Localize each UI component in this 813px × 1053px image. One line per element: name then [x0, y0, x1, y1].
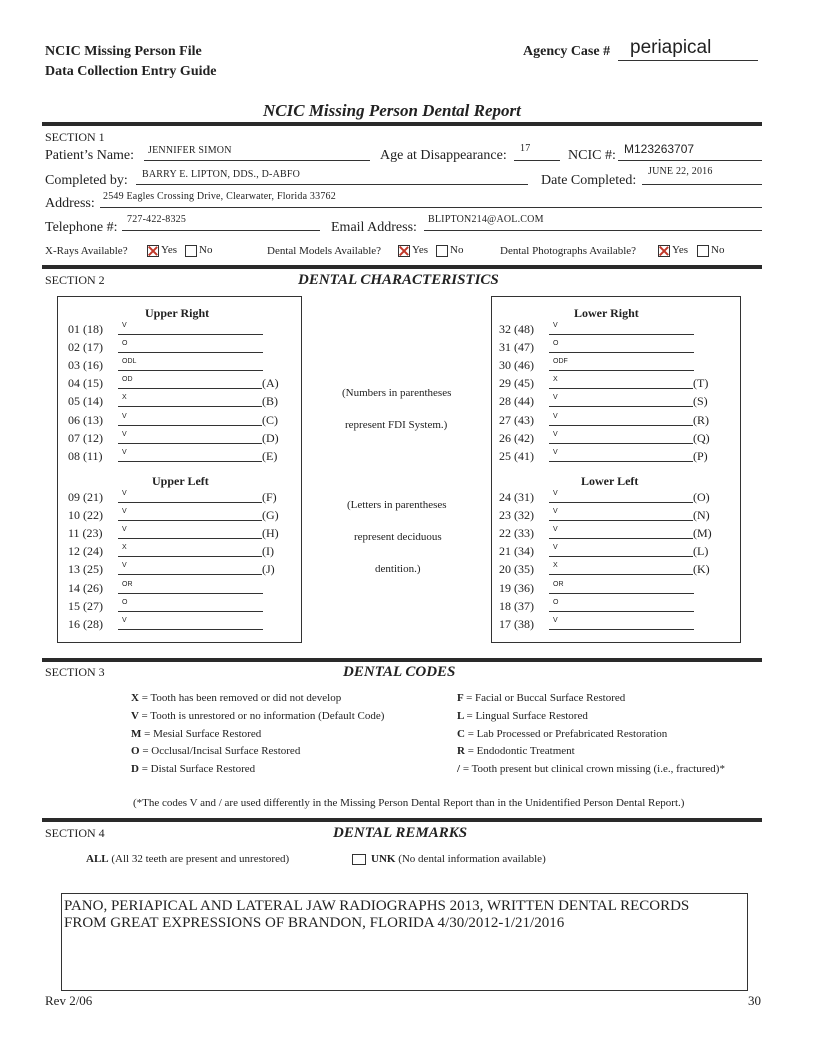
telephone-underline	[122, 230, 320, 231]
completed-by-underline	[136, 184, 528, 185]
date-completed-label: Date Completed:	[541, 173, 637, 188]
tooth-number: 04 (15)	[68, 376, 103, 391]
models-no-label: No	[450, 244, 464, 256]
tooth-number: 15 (27)	[68, 598, 103, 613]
tooth-code[interactable]: V	[553, 412, 558, 420]
tooth-row[interactable]	[68, 376, 288, 394]
tooth-number: 07 (12)	[68, 430, 103, 445]
section4-label: SECTION 4	[45, 826, 105, 840]
tooth-row[interactable]	[68, 431, 288, 449]
fdi-note-line1: (Numbers in parentheses	[342, 387, 452, 399]
deciduous-letter: (O)	[693, 490, 710, 504]
tooth-code[interactable]: V	[553, 394, 558, 402]
ncic-field[interactable]: M123263707	[624, 142, 695, 156]
section1-rule	[42, 122, 762, 126]
tooth-code[interactable]: X	[553, 376, 558, 384]
tooth-code-line	[118, 520, 262, 521]
deciduous-letter: (E)	[262, 448, 278, 463]
photos-no-checkbox[interactable]	[697, 245, 709, 257]
tooth-code-line	[118, 461, 262, 462]
tooth-code-line	[118, 611, 263, 612]
tooth-code[interactable]: OR	[553, 580, 564, 588]
deciduous-letter: (B)	[262, 394, 278, 409]
tooth-row[interactable]	[68, 617, 288, 635]
form-title-line2: Data Collection Entry Guide	[45, 64, 217, 79]
tooth-number: 26 (42)	[499, 430, 534, 445]
tooth-code[interactable]: O	[553, 340, 559, 348]
deciduous-letter: (M)	[693, 526, 712, 541]
tooth-code-line	[118, 334, 263, 335]
tooth-row[interactable]	[499, 413, 719, 431]
tooth-code[interactable]: X	[122, 544, 127, 552]
fdi-note-line2: represent FDI System.)	[345, 419, 448, 431]
dental-code-item: D = Distal Surface Restored	[131, 763, 256, 776]
deciduous-letter: (R)	[693, 412, 709, 427]
tooth-code-line	[118, 352, 263, 353]
dental-code-item: O = Occlusal/Incisal Surface Restored	[131, 745, 301, 758]
tooth-number: 19 (36)	[499, 580, 534, 595]
tooth-row[interactable]	[68, 526, 288, 544]
deciduous-letter: (K)	[693, 562, 710, 577]
tooth-code[interactable]: X	[553, 562, 558, 570]
dental-code-item: F = Facial or Buccal Surface Restored	[457, 692, 626, 704]
address-underline	[100, 207, 762, 208]
tooth-row[interactable]	[68, 562, 288, 580]
agency-case-value[interactable]: periapical	[630, 37, 712, 58]
tooth-number: 17 (38)	[499, 616, 534, 631]
tooth-code-line	[118, 370, 263, 371]
tooth-row[interactable]	[499, 449, 719, 467]
tooth-code[interactable]: V	[122, 322, 127, 329]
section3-label: SECTION 3	[45, 665, 105, 679]
date-completed-field[interactable]: JUNE 22, 2016	[648, 166, 713, 177]
unk-checkbox[interactable]	[352, 854, 366, 865]
tooth-row[interactable]	[68, 358, 288, 376]
address-field[interactable]: 2549 Eagles Crossing Drive, Clearwater, Florida 33762	[103, 191, 336, 202]
tooth-code-line	[549, 593, 694, 594]
tooth-row[interactable]	[68, 322, 288, 340]
age-label: Age at Disappearance:	[380, 148, 507, 163]
tooth-code-line	[118, 538, 262, 539]
xrays-no-label: No	[199, 244, 213, 256]
tooth-number: 08 (11)	[68, 448, 103, 463]
tooth-row[interactable]	[499, 431, 719, 449]
xrays-no-checkbox[interactable]	[185, 245, 197, 257]
tooth-code[interactable]: OD	[122, 376, 133, 384]
tooth-number: 16 (28)	[68, 616, 103, 631]
tooth-code[interactable]: V	[553, 508, 558, 516]
dental-code-item: X = Tooth has been removed or did not develop	[131, 692, 342, 704]
age-field[interactable]: 17	[520, 143, 531, 154]
tooth-row[interactable]	[499, 394, 719, 412]
tooth-row[interactable]	[68, 394, 288, 412]
tooth-code-line	[549, 502, 693, 503]
tooth-row[interactable]	[68, 449, 288, 467]
tooth-row[interactable]	[499, 599, 719, 617]
tooth-row[interactable]	[68, 508, 288, 526]
revision-label: Rev 2/06	[45, 993, 93, 1008]
deciduous-letter: (G)	[262, 508, 279, 523]
dental-codes-title: DENTAL CODES	[343, 664, 456, 680]
tooth-number: 23 (32)	[499, 508, 534, 523]
tooth-code[interactable]: V	[122, 616, 127, 624]
telephone-label: Telephone #:	[45, 220, 118, 235]
tooth-number: 24 (31)	[499, 490, 534, 504]
tooth-code[interactable]: O	[122, 598, 128, 606]
section1-label: SECTION 1	[45, 130, 105, 144]
tooth-code-line	[118, 556, 262, 557]
deciduous-letter: (T)	[693, 376, 709, 391]
tooth-number: 25 (41)	[499, 448, 534, 463]
tooth-code-line	[118, 406, 262, 407]
dental-code-item: V = Tooth is unrestored or no information (Default Code)	[131, 709, 385, 722]
dental-characteristics-title: DENTAL CHARACTERISTICS	[298, 272, 499, 288]
models-label: Dental Models Available?	[267, 245, 382, 257]
tooth-number: 21 (34)	[499, 544, 534, 559]
photos-no-label: No	[711, 244, 725, 256]
tooth-row[interactable]	[499, 508, 719, 526]
tooth-number: 20 (35)	[499, 562, 534, 577]
tooth-code-line	[549, 574, 693, 575]
tooth-number: 14 (26)	[68, 580, 103, 595]
deciduous-letter: (D)	[262, 430, 279, 445]
tooth-code-line	[118, 443, 262, 444]
dental-code-item: C = Lab Processed or Prefabricated Restoration	[457, 727, 668, 740]
tooth-code-line	[118, 388, 262, 389]
tooth-code[interactable]: ODF	[553, 358, 568, 366]
tooth-row[interactable]	[68, 340, 288, 358]
deciduous-letter: (P)	[693, 448, 708, 463]
tooth-row[interactable]	[499, 340, 719, 358]
remarks-line2: FROM GREAT EXPRESSIONS OF BRANDON, FLORIDA 4/30/2012-1/21/2016	[64, 915, 565, 931]
dental-code-item: / = Tooth present but clinical crown missing (i.e., fractured)*	[457, 763, 725, 776]
tooth-number: 09 (21)	[68, 490, 103, 504]
tooth-code-line	[549, 443, 693, 444]
deciduous-letter: (J)	[262, 562, 275, 577]
tooth-code[interactable]: V	[122, 412, 127, 420]
tooth-code[interactable]: V	[553, 526, 558, 534]
photos-yes-checkbox[interactable]	[658, 245, 670, 257]
tooth-code-line	[549, 370, 694, 371]
deciduous-letter: (I)	[262, 544, 274, 559]
tooth-code-line	[118, 629, 263, 630]
deciduous-letter: (H)	[262, 526, 279, 541]
all-option[interactable]: ALL (All 32 teeth are present and unrestored)	[86, 853, 290, 865]
tooth-code[interactable]: V	[122, 490, 127, 497]
tooth-code[interactable]: V	[553, 490, 558, 497]
tooth-row[interactable]	[499, 322, 719, 340]
tooth-row[interactable]	[499, 376, 719, 394]
tooth-number: 22 (33)	[499, 526, 534, 541]
tooth-row[interactable]	[499, 581, 719, 599]
tooth-code[interactable]: V	[553, 616, 558, 624]
deciduous-note-line3: dentition.)	[375, 563, 421, 575]
tooth-row[interactable]	[499, 562, 719, 580]
photos-yes-label: Yes	[672, 244, 689, 256]
deciduous-letter: (C)	[262, 412, 278, 427]
telephone-field[interactable]: 727-422-8325	[127, 214, 187, 225]
upper-right-title: Upper Right	[145, 306, 210, 320]
section4-rule	[42, 818, 762, 822]
tooth-code[interactable]: V	[122, 526, 127, 534]
upper-left-title: Upper Left	[152, 474, 209, 488]
photos-label: Dental Photographs Available?	[500, 245, 637, 257]
tooth-row[interactable]	[68, 581, 288, 599]
dental-code-item: M = Mesial Surface Restored	[131, 727, 262, 740]
tooth-code-line	[549, 520, 693, 521]
dental-code-item: R = Endodontic Treatment	[457, 745, 575, 758]
tooth-code-line	[118, 593, 263, 594]
xrays-label: X-Rays Available?	[45, 245, 128, 257]
tooth-number: 03 (16)	[68, 358, 103, 373]
ncic-label: NCIC #:	[568, 148, 616, 163]
patient-name-field[interactable]: JENNIFER SIMON	[148, 145, 232, 156]
tooth-number: 06 (13)	[68, 412, 103, 427]
tooth-row[interactable]	[68, 413, 288, 431]
tooth-code[interactable]: V	[122, 430, 127, 438]
section3-rule	[42, 658, 762, 662]
deciduous-letter: (F)	[262, 490, 277, 504]
deciduous-note-line2: represent deciduous	[354, 531, 442, 543]
section2-rule	[42, 265, 762, 269]
tooth-number: 13 (25)	[68, 562, 103, 577]
ncic-underline	[618, 160, 762, 161]
tooth-code[interactable]: V	[553, 430, 558, 438]
deciduous-letter: (S)	[693, 394, 708, 409]
tooth-number: 05 (14)	[68, 394, 103, 409]
tooth-row[interactable]	[68, 544, 288, 562]
deciduous-letter: (N)	[693, 508, 710, 523]
tooth-code[interactable]: X	[122, 394, 127, 402]
tooth-code-line	[549, 425, 693, 426]
remarks-line1: PANO, PERIAPICAL AND LATERAL JAW RADIOGRAPHS 2013, WRITTEN DENTAL RECORDS	[64, 898, 690, 914]
tooth-number: 12 (24)	[68, 544, 103, 559]
completed-by-label: Completed by:	[45, 173, 128, 188]
tooth-number: 30 (46)	[499, 358, 534, 373]
tooth-code-line	[118, 574, 262, 575]
tooth-row[interactable]	[499, 490, 719, 508]
deciduous-letter: (L)	[693, 544, 709, 559]
tooth-code[interactable]: V	[122, 562, 127, 570]
lower-right-title: Lower Right	[574, 306, 639, 320]
tooth-code-line	[549, 538, 693, 539]
tooth-code-line	[549, 334, 694, 335]
tooth-row[interactable]	[68, 599, 288, 617]
xrays-yes-label: Yes	[161, 244, 178, 256]
deciduous-letter: (A)	[262, 376, 279, 391]
report-title: NCIC Missing Person Dental Report	[263, 101, 521, 120]
agency-case-underline	[618, 60, 758, 61]
tooth-number: 29 (45)	[499, 376, 534, 391]
tooth-number: 02 (17)	[68, 340, 103, 355]
models-yes-checkbox[interactable]	[398, 245, 410, 257]
tooth-number: 27 (43)	[499, 412, 534, 427]
models-yes-label: Yes	[412, 244, 429, 256]
tooth-code[interactable]: V	[553, 448, 558, 456]
tooth-row[interactable]	[499, 526, 719, 544]
tooth-code[interactable]: O	[553, 598, 559, 606]
completed-by-field[interactable]: BARRY E. LIPTON, DDS., D-ABFO	[142, 169, 301, 180]
tooth-code[interactable]: OR	[122, 580, 133, 588]
tooth-row[interactable]	[68, 490, 288, 508]
tooth-code[interactable]: O	[122, 340, 128, 348]
page-number: 30	[748, 993, 761, 1008]
tooth-code-line	[549, 461, 693, 462]
tooth-code-line	[549, 611, 694, 612]
tooth-code[interactable]: V	[553, 322, 558, 329]
tooth-code-line	[118, 502, 262, 503]
address-label: Address:	[45, 196, 95, 211]
tooth-code[interactable]: V	[122, 508, 127, 516]
tooth-code-line	[118, 425, 262, 426]
tooth-number: 28 (44)	[499, 394, 534, 409]
tooth-number: 01 (18)	[68, 322, 103, 336]
tooth-row[interactable]	[499, 544, 719, 562]
tooth-code-line	[549, 629, 694, 630]
age-underline	[514, 160, 560, 161]
patient-name-label: Patient’s Name:	[45, 148, 135, 163]
tooth-code[interactable]: V	[122, 448, 127, 456]
tooth-code-line	[549, 352, 694, 353]
tooth-row[interactable]	[499, 358, 719, 376]
email-label: Email Address:	[331, 220, 417, 235]
models-no-checkbox[interactable]	[436, 245, 448, 257]
deciduous-letter: (Q)	[693, 430, 710, 445]
deciduous-note-line1: (Letters in parentheses	[347, 499, 447, 511]
codes-footnote: (*The codes V and / are used differently in the Missing Person Dental Report than in the Unidentified Person Dental Report.)	[133, 797, 685, 809]
tooth-number: 18 (37)	[499, 598, 534, 613]
tooth-number: 32 (48)	[499, 322, 534, 336]
tooth-row[interactable]	[499, 617, 719, 635]
tooth-number: 31 (47)	[499, 340, 534, 355]
tooth-number: 10 (22)	[68, 508, 103, 523]
agency-case-label: Agency Case #	[523, 44, 611, 59]
date-completed-underline	[642, 184, 762, 185]
xrays-yes-checkbox[interactable]	[147, 245, 159, 257]
tooth-code-line	[549, 388, 693, 389]
patient-name-underline	[144, 160, 370, 161]
dental-code-item: L = Lingual Surface Restored	[457, 709, 588, 722]
email-underline	[424, 230, 762, 231]
lower-left-title: Lower Left	[581, 474, 639, 488]
section2-label: SECTION 2	[45, 273, 105, 287]
tooth-number: 11 (23)	[68, 526, 103, 541]
tooth-code[interactable]: V	[553, 544, 558, 552]
tooth-code-line	[549, 556, 693, 557]
tooth-code[interactable]: ODL	[122, 358, 137, 366]
dental-remarks-title: DENTAL REMARKS	[333, 825, 468, 841]
unk-option: UNK (No dental information available)	[371, 853, 546, 865]
email-field[interactable]: BLIPTON214@AOL.COM	[428, 214, 544, 225]
tooth-code-line	[549, 406, 693, 407]
form-title-line1: NCIC Missing Person File	[45, 44, 202, 59]
